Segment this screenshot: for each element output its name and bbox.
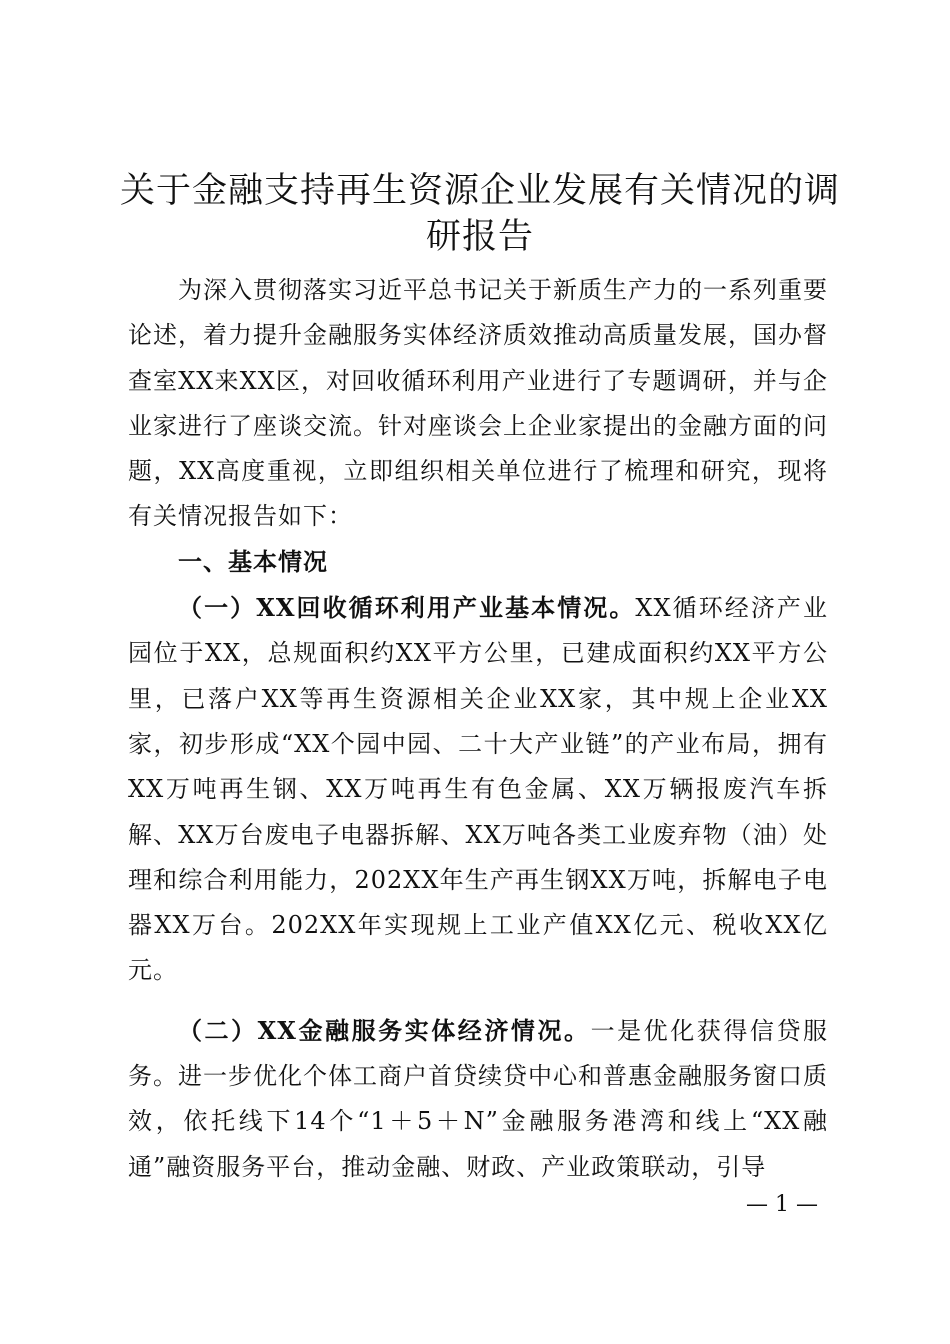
item-1-lead: （一）XX回收循环利用产业基本情况。 bbox=[178, 593, 636, 623]
document-title: 关于金融支持再生资源企业发展有关情况的调研报告 bbox=[120, 171, 841, 257]
item-2-paragraph bbox=[128, 1008, 828, 1190]
intro-paragraph: 为深入贯彻落实习近平总书记关于新质生产力的一系列重要论述，着力提升金融服务实体经济质效推动高质量发展，国办督查室XX来XX区，对回收循环利用产业进行了专题调研，并与企业家进行了座谈交流。针对座谈会上企业家提出的金融方面的问题，XX高度重视，立即组织相关单位进行了梳理和研究，现将有关情况报告如下： bbox=[128, 276, 828, 531]
page-number: — 1 — bbox=[746, 1192, 818, 1217]
item-2-lead: （二）XX金融服务实体经济情况。 bbox=[178, 1015, 591, 1045]
section-heading-basic-situation: 一、基本情况 bbox=[178, 547, 328, 576]
item-2-text: 一是优化获得信贷服务。进一步优化个体工商户首贷续贷中心和普惠金融服务窗口质效，依托线下14个“1＋5＋N”金融服务港湾和线上“XX融通”融资服务平台，推动金融、财政、产业政策联动，引导 bbox=[128, 1016, 828, 1181]
item-1-paragraph bbox=[128, 585, 828, 994]
item-1-text: XX循环经济产业园位于XX，总规面积约XX平方公里，已建成面积约XX平方公里，已落户XX等再生资源相关企业XX家，其中规上企业XX家，初步形成“XX个园中园、二十大产业链”的产业布局，拥有XX万吨再生钢、XX万吨再生有色金属、XX万辆报废汽车拆解、XX万台废电子电器拆解、XX万吨各类工业废弃物（油）处理和综合利用能力，202XX年生产再生钢XX万吨，拆解电子电器XX万台。202XX年实现规上工业产值XX亿元、税收XX亿元。 bbox=[128, 594, 829, 985]
document-body bbox=[128, 268, 828, 1190]
